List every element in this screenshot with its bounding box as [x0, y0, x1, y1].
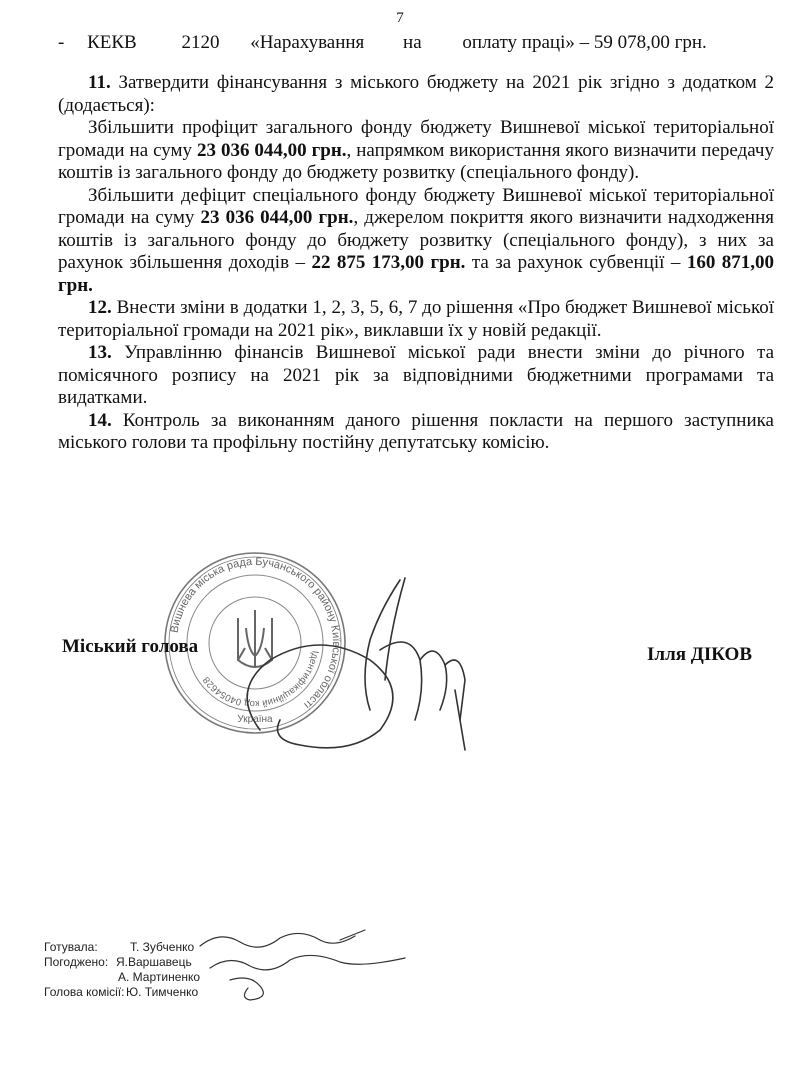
kekv-code: КЕКВ — [87, 32, 137, 53]
stamp-inner-text: Ідентифікаційний код 04054628 — [201, 649, 321, 710]
document-body — [58, 72, 774, 455]
paragraph-14 — [58, 410, 774, 455]
kekv-name-2: на — [403, 32, 422, 53]
paragraph-11b-mid: , джерелом покриття якого визначити надходження коштів із загального фонду до бюджету розвитку (спеціального фонду), з них за рахунок збільшення доходів – — [58, 207, 774, 273]
paragraph-11b-text: Збільшити дефіцит спеціального фонду бюджету Вишневої міської територіальної громади на суму — [58, 184, 774, 228]
agreed-name-1: Я.Варшавець — [116, 955, 192, 969]
prepared-name: Т. Зубченко — [130, 940, 195, 954]
item-number-13: 13. — [88, 342, 112, 363]
paragraph-12-text: Внести зміни в додатки 1, 2, 3, 5, 6, 7 до рішення «Про бюджет Вишневої міської територіальної громади на 2021 рік», виклавши їх у новій редакції. — [58, 297, 774, 341]
kekv-name-1: «Нарахування — [250, 32, 365, 53]
approver-signatures — [190, 928, 430, 1008]
page-number: 7 — [396, 10, 404, 26]
chair-label: Голова комісії: — [44, 985, 125, 999]
paragraph-11a — [58, 117, 774, 185]
mayor-signature — [210, 570, 480, 760]
paragraph-11b — [58, 185, 774, 298]
subvention-amount: 160 871,00 грн. — [58, 252, 774, 296]
agreed-name-2: А. Мартиненко — [118, 970, 201, 984]
chair-name: Ю. Тимченко — [126, 985, 199, 999]
kekv-number: 2120 — [181, 32, 220, 53]
kekv-name-3: оплату праці» – 59 078,00 грн. — [462, 32, 707, 53]
item-number-12: 12. — [88, 297, 112, 318]
paragraph-11-text: Затвердити фінансування з міського бюджету на 2021 рік згідно з додатком 2 (додається): — [58, 72, 774, 116]
kekv-dash: - — [58, 32, 65, 53]
mayor-title: Міський голова — [62, 636, 199, 657]
paragraph-12 — [58, 297, 774, 342]
item-number-11: 11. — [88, 72, 111, 93]
item-number-14: 14. — [88, 409, 112, 431]
mayor-name: Ілля ДІКОВ — [647, 644, 752, 665]
deficit-amount: 23 036 044,00 грн. — [200, 207, 354, 228]
paragraph-11 — [58, 72, 774, 117]
kekv-line — [58, 32, 707, 54]
paragraph-13 — [58, 342, 774, 410]
stamp-outer-text: Вишнева міська рада Бучанського району Київської області — [168, 555, 343, 712]
paragraph-11b-mid2: та за рахунок субвенції – — [465, 252, 687, 273]
prepared-label: Готувала: — [44, 940, 98, 954]
paragraph-13-text: Управлінню фінансів Вишневої міської ради внести зміни до річного та помісячного розпису на 2021 рік за відповідними бюджетними програмами та видатками. — [58, 342, 774, 408]
surplus-amount: 23 036 044,00 грн. — [197, 139, 347, 161]
revenue-amount: 22 875 173,00 грн. — [311, 252, 466, 273]
paragraph-11a-text: Збільшити профіцит загального фонду бюджету Вишневої міської територіальної громади на суму — [58, 117, 774, 161]
stamp-country: Україна — [237, 714, 273, 725]
paragraph-14-text: Контроль за виконанням даного рішення покласти на першого заступника міського голови та профільну постійну депутатську комісію. — [58, 409, 774, 453]
agreed-label: Погоджено: — [44, 955, 109, 969]
paragraph-11a-tail: , напрямком використання якого визначити передачу коштів із загального фонду до бюджету розвитку (спеціального фонду). — [58, 139, 774, 183]
